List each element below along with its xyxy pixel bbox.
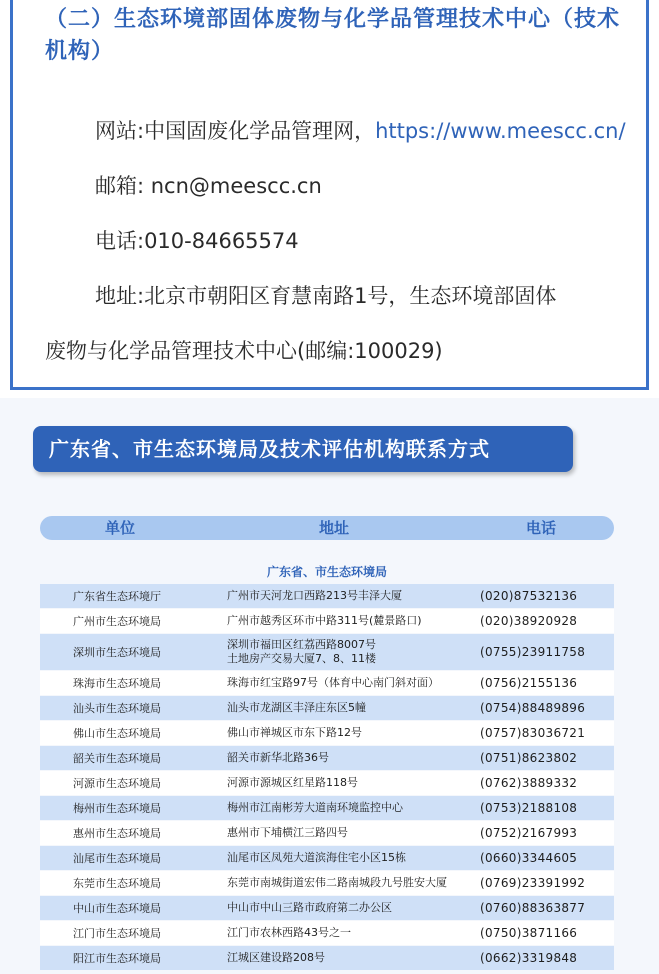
- cell-unit: 江门市生态环境局: [73, 927, 161, 940]
- website-line: [95, 116, 626, 146]
- cell-address: [200, 589, 470, 603]
- cell-address-line: 珠海市红宝路97号（体育中心南门斜对面）: [227, 676, 439, 689]
- cell-address: [200, 951, 470, 965]
- table-row: [40, 846, 614, 870]
- cell-address-line: 深圳市福田区红荔西路8007号: [227, 638, 376, 651]
- cell-phone: (0769)23391992: [480, 876, 586, 890]
- cell-address-line-2: 土地房产交易大厦7、8、11楼: [227, 652, 376, 665]
- table-row: [40, 946, 614, 970]
- cell-unit: 韶关市生态环境局: [73, 752, 161, 765]
- header-phone: 电话: [525, 519, 556, 537]
- cell-phone: (0752)2167993: [480, 826, 578, 840]
- cell-unit: 梅州市生态环境局: [73, 802, 161, 815]
- cell-address: [200, 701, 470, 715]
- cell-address-line: 佛山市禅城区市东下路12号: [227, 726, 362, 739]
- cell-phone: (0754)88489896: [480, 701, 586, 715]
- cell-unit: 河源市生态环境局: [73, 777, 161, 790]
- cell-unit: 广州市生态环境局: [73, 615, 161, 628]
- address-line-2: 废物与化学品管理技术中心(邮编:100029): [45, 339, 443, 363]
- table-rows: [40, 584, 614, 970]
- table-row: [40, 609, 614, 633]
- cell-phone: (0757)83036721: [480, 726, 586, 740]
- cell-address: [200, 926, 470, 940]
- frame-left-border: [10, 0, 13, 390]
- cell-address-line: 广州市天河龙口西路213号丰泽大厦: [227, 589, 402, 602]
- header-unit: 单位: [104, 519, 135, 537]
- cell-unit: 佛山市生态环境局: [73, 727, 161, 740]
- cell-address-line: 汕尾市区凤苑大道滨海住宅小区15栋: [227, 851, 406, 864]
- table-header: [40, 516, 614, 540]
- cell-phone: (020)87532136: [480, 589, 578, 603]
- cell-unit: 珠海市生态环境局: [73, 677, 161, 690]
- cell-address: [200, 876, 470, 890]
- table-row: [40, 634, 614, 670]
- cell-address-line: 中山市中山三路市政府第二办公区: [227, 901, 392, 914]
- section-title: （二）生态环境部固体废物与化学品管理技术中心（技术机构）: [45, 7, 621, 64]
- cell-address-line: 韶关市新华北路36号: [227, 751, 329, 764]
- cell-unit: 汕尾市生态环境局: [73, 852, 161, 865]
- frame-right-border: [646, 0, 649, 390]
- cell-address-line: 惠州市下埔横江三路四号: [227, 826, 348, 839]
- cell-phone: (0755)23911758: [480, 645, 586, 659]
- cell-unit: 中山市生态环境局: [73, 902, 161, 915]
- table-subheader: 广东省、市生态环境局: [266, 565, 387, 579]
- cell-address: [200, 826, 470, 840]
- table-row: [40, 696, 614, 720]
- cell-address: [200, 776, 470, 790]
- cell-address-line: 江门市农林西路43号之一: [227, 926, 351, 939]
- cell-phone: (0760)88363877: [480, 901, 586, 915]
- cell-address-line: 东莞市南城街道宏伟二路南城段九号胜安大厦: [227, 876, 447, 889]
- website-label: 网站:中国固废化学品管理网，: [95, 119, 376, 143]
- header-address: 地址: [318, 519, 349, 537]
- table-row: [40, 896, 614, 920]
- cell-address: [200, 614, 470, 628]
- table-row: [40, 871, 614, 895]
- frame-bottom-border: [10, 387, 649, 390]
- cell-address: [200, 901, 470, 915]
- cell-phone: (0756)2155136: [480, 676, 578, 690]
- cell-phone: (0753)2188108: [480, 801, 578, 815]
- cell-address: [200, 638, 470, 666]
- cell-phone: (0750)3871166: [480, 926, 578, 940]
- table-row: [40, 671, 614, 695]
- email-line: 邮箱: ncn@meescc.cn: [95, 174, 322, 198]
- cell-phone: (020)38920928: [480, 614, 578, 628]
- address-line-1: 地址:北京市朝阳区育慧南路1号，生态环境部固体: [95, 284, 557, 308]
- cell-unit: 深圳市生态环境局: [73, 646, 161, 659]
- table-row: [40, 584, 614, 608]
- website-link[interactable]: https://www.meescc.cn/: [375, 119, 626, 143]
- cell-phone: (0762)3889332: [480, 776, 578, 790]
- table-row: [40, 771, 614, 795]
- cell-address-line: 广州市越秀区环市中路311号(麓景路口): [227, 614, 422, 627]
- cell-phone: (0660)3344605: [480, 851, 578, 865]
- contacts-table: [40, 516, 614, 971]
- phone-line: 电话:010-84665574: [95, 229, 299, 253]
- cell-address-line: 汕头市龙湖区丰泽庄东区5幢: [227, 701, 366, 714]
- cell-unit: 惠州市生态环境局: [73, 827, 161, 840]
- cell-unit: 汕头市生态环境局: [73, 702, 161, 715]
- cell-unit: 东莞市生态环境局: [73, 877, 161, 890]
- cell-address: [200, 726, 470, 740]
- cell-phone: (0662)3319848: [480, 951, 578, 965]
- table-row: [40, 721, 614, 745]
- contacts-banner: 广东省、市生态环境局及技术评估机构联系方式: [33, 426, 573, 472]
- cell-unit: 广东省生态环境厅: [73, 590, 161, 603]
- cell-address-line: 梅州市江南彬芳大道南环境监控中心: [227, 801, 403, 814]
- cell-unit: 阳江市生态环境局: [73, 952, 161, 965]
- table-row: [40, 821, 614, 845]
- cell-address-line: 河源市源城区红星路118号: [227, 776, 358, 789]
- table-row: [40, 921, 614, 945]
- cell-address: [200, 751, 470, 765]
- cell-address: [200, 676, 470, 690]
- table-row: [40, 746, 614, 770]
- cell-address: [200, 851, 470, 865]
- cell-address: [200, 801, 470, 815]
- cell-phone: (0751)8623802: [480, 751, 578, 765]
- table-row: [40, 796, 614, 820]
- cell-address-line: 江城区建设路208号: [227, 951, 325, 964]
